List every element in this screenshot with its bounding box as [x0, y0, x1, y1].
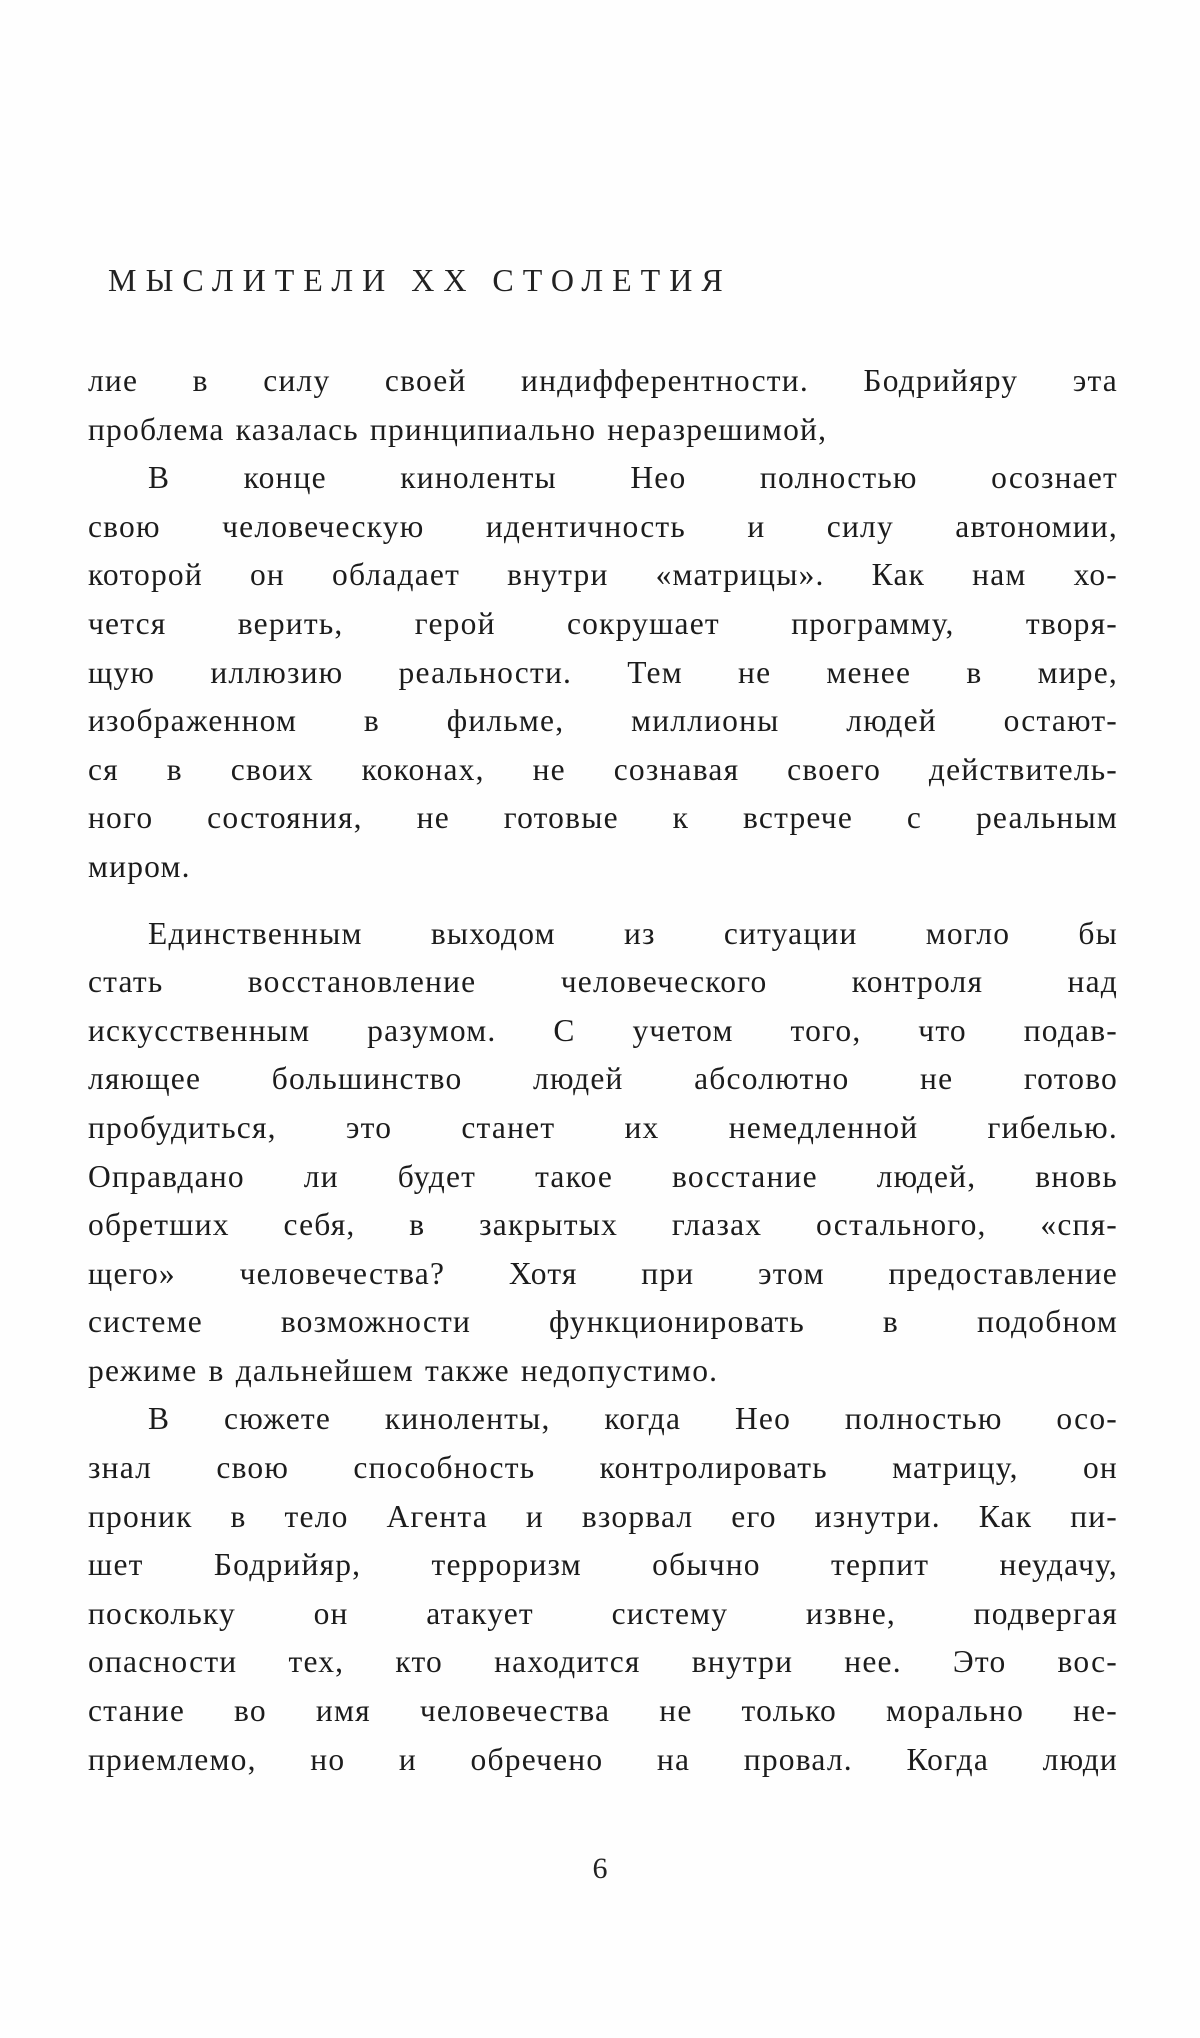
text-line: поскольку он атакует систему извне, подвергая [88, 1595, 1118, 1631]
text-line: лие в силу своей индифферентности. Бодрийяру эта [88, 363, 1118, 398]
text-line: опасности тех, кто находится внутри нее. Это вос- [88, 1644, 1118, 1680]
text-line: стание во имя человечества не только морально не- [88, 1693, 1118, 1729]
text-line: режиме в дальнейшем также недопустимо. [88, 1352, 719, 1388]
text-line: В конце киноленты Нео полностью осознает [148, 460, 1118, 496]
paragraph [88, 454, 1118, 891]
text-line: чется верить, герой сокрушает программу, творя- [88, 605, 1118, 641]
text-line: миром. [88, 848, 191, 884]
paragraph [88, 1395, 1118, 1784]
text-line: изображенном в фильме, миллионы людей остают- [88, 703, 1118, 739]
text-line: проник в тело Агента и взорвал его изнутри. Как пи- [88, 1498, 1118, 1534]
paragraph [88, 910, 1118, 1396]
text-line: щую иллюзию реальности. Тем не менее в мире, [88, 654, 1118, 690]
text-line: ного состояния, не готовые к встрече с реальным [88, 800, 1118, 836]
text-line: щего» человечества? Хотя при этом предоставление [88, 1255, 1118, 1291]
text-line: искусственным разумом. С учетом того, что подав- [88, 1012, 1118, 1048]
text-line: приемлемо, но и обречено на провал. Когда люди [88, 1741, 1118, 1777]
body-text [88, 357, 1118, 1784]
text-line: проблема казалась принципиально неразрешимой, [88, 411, 828, 447]
page-number: 6 [592, 1852, 608, 1885]
text-line: свою человеческую идентичность и силу автономии, [88, 508, 1118, 544]
text-line: стать восстановление человеческого контроля над [88, 964, 1118, 1000]
text-line: ся в своих коконах, не сознавая своего действитель- [88, 751, 1118, 787]
text-line: Оправдано ли будет такое восстание людей, вновь [88, 1158, 1118, 1194]
text-line: ляющее большинство людей абсолютно не готово [88, 1061, 1118, 1097]
text-line: которой он обладает внутри «матрицы». Как нам хо- [88, 557, 1118, 593]
text-line: Единственным выходом из ситуации могло бы [148, 915, 1118, 951]
paragraph [88, 357, 1118, 454]
text-line: знал свою способность контролировать матрицу, он [88, 1450, 1118, 1486]
paragraph-gap [88, 892, 1118, 910]
text-line: обретших себя, в закрытых глазах остального, «спя- [88, 1207, 1118, 1243]
running-head: МЫСЛИТЕЛИ XX СТОЛЕТИЯ [108, 262, 732, 298]
text-line: шет Бодрийяр, терроризм обычно терпит неудачу, [88, 1547, 1118, 1583]
text-line: пробудиться, это станет их немедленной гибелью. [88, 1109, 1118, 1145]
text-line: В сюжете киноленты, когда Нео полностью осо- [148, 1401, 1118, 1437]
text-line: системе возможности функционировать в подобном [88, 1304, 1118, 1340]
